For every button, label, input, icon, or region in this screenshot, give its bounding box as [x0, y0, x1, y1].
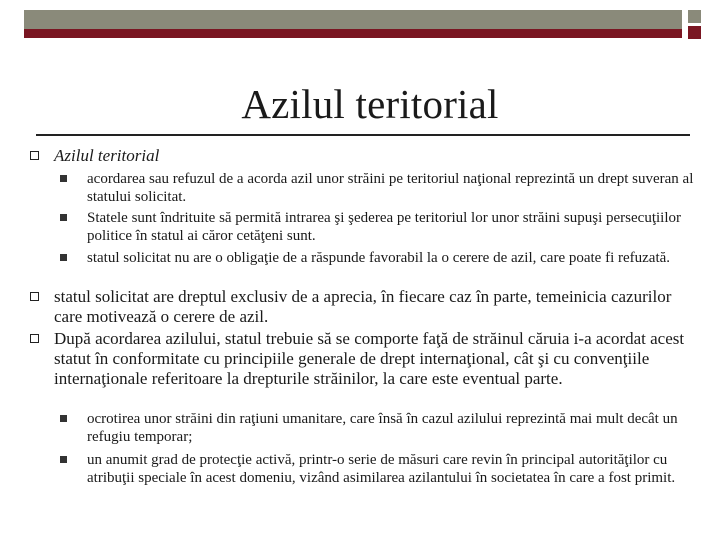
- filled-square-bullet-icon: [60, 254, 67, 261]
- slide-title: Azilul teritorial: [241, 81, 499, 127]
- bullet-2-text: statul solicitat are dreptul exclusiv de a aprecia, în fiecare caz în parte, temeinicia cazurilor care motivează o cerere de azil.: [54, 287, 672, 326]
- filled-square-bullet-icon: [60, 415, 67, 422]
- bullet-3-sub-2: un anumit grad de protecţie activă, printr-o serie de măsuri care revin în principal autorităţilor cu atribuţii speciale în acest domeniu, vizând asimilarea azilantului în societatea în care a fost primit.: [87, 452, 676, 486]
- hollow-square-bullet-icon: [30, 334, 39, 343]
- bullet-1-sub-1: acordarea sau refuzul de a acorda azil unor străini pe teritoriul naţional reprezintă un drept suveran al statului solicitat.: [87, 171, 694, 205]
- bullet-1-sub-2: Statele sunt îndrituite să permită intrarea şi şederea pe teritoriul lor unor străini supuşi persecuţiilor politice în statul ai căror cetăţeni sunt.: [87, 210, 681, 244]
- filled-square-bullet-icon: [60, 214, 67, 221]
- filled-square-bullet-icon: [60, 456, 67, 463]
- filled-square-bullet-icon: [60, 175, 67, 182]
- bullet-3-sub-1: ocrotirea unor străini din raţiuni umanitare, care însă în cazul azilului reprezintă mai mult decât un refugiu temporar;: [87, 411, 678, 445]
- bullet-3-text: După acordarea azilului, statul trebuie să se comporte faţă de străinul căruia i-a acordat acest statut în conformitate cu principiile generale de drept internaţional, cât şi cu convenţiile internaţionale referitoare la drepturile străinilor, la care este eventual parte.: [54, 329, 685, 388]
- hollow-square-bullet-icon: [30, 151, 39, 160]
- bullet-1-text: Azilul teritorial: [54, 146, 160, 165]
- hollow-square-bullet-icon: [30, 292, 39, 301]
- bullet-1-sub-3: statul solicitat nu are o obligaţie de a răspunde favorabil la o cerere de azil, care poate fi refuzată.: [87, 250, 671, 266]
